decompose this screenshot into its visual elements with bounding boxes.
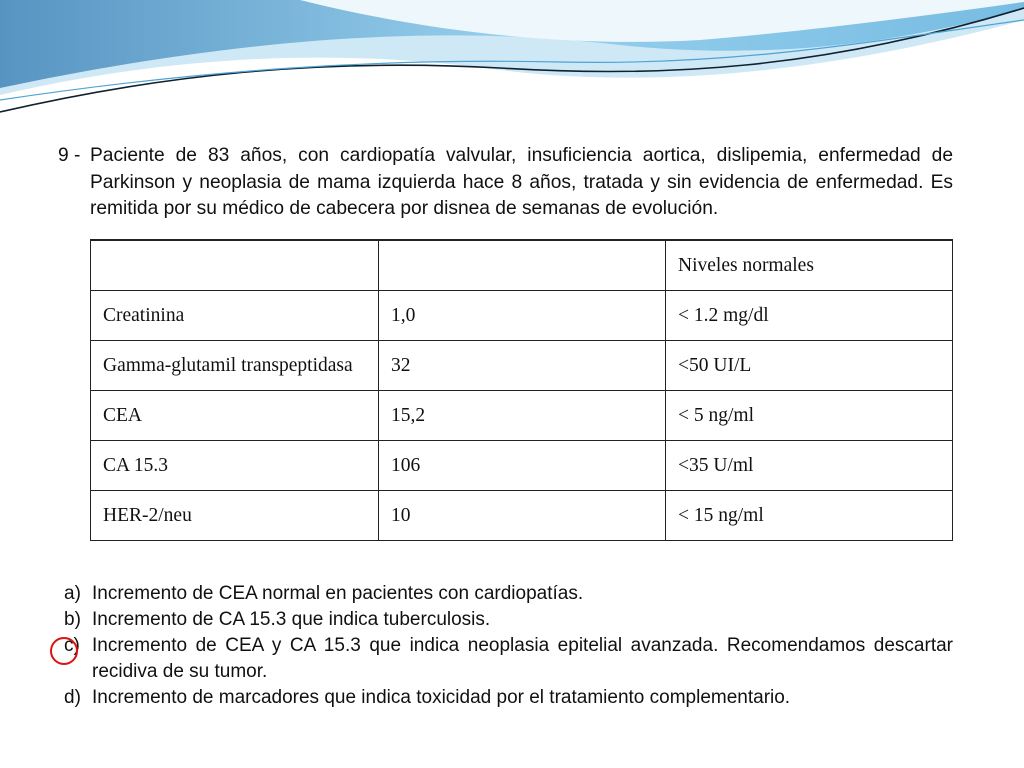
- normal-range-cell: < 1.2 mg/dl: [666, 291, 953, 341]
- test-value-cell: 15,2: [379, 391, 666, 441]
- question-number: 9 -: [58, 145, 81, 166]
- option-text: Incremento de marcadores que indica toxicidad por el tratamiento complementario.: [92, 687, 791, 708]
- table-row: [91, 341, 953, 391]
- option-letter: d): [64, 687, 81, 708]
- table-header-row: [91, 240, 953, 291]
- table-row: [91, 491, 953, 541]
- normal-range-cell: < 15 ng/ml: [666, 491, 953, 541]
- test-name-cell: HER-2/neu: [91, 491, 379, 541]
- option-a[interactable]: [64, 581, 953, 607]
- option-d[interactable]: [64, 685, 953, 711]
- test-name-cell: Creatinina: [91, 291, 379, 341]
- option-text: Incremento de CEA normal en pacientes con cardiopatías.: [92, 583, 584, 604]
- lab-results-table: [90, 239, 953, 541]
- option-letter: b): [64, 609, 81, 630]
- test-value-cell: 106: [379, 441, 666, 491]
- table-header-cell: [379, 240, 666, 291]
- normal-range-cell: <50 UI/L: [666, 341, 953, 391]
- selected-answer-circle-icon: [50, 637, 78, 665]
- option-letter: c): [64, 635, 80, 656]
- table-row: [91, 291, 953, 341]
- test-name-cell: Gamma-glutamil transpeptidasa: [91, 341, 379, 391]
- table-row: [91, 391, 953, 441]
- table-row: [91, 441, 953, 491]
- table-header-cell: [91, 240, 379, 291]
- test-value-cell: 10: [379, 491, 666, 541]
- option-letter: a): [64, 583, 81, 604]
- option-b[interactable]: [64, 607, 953, 633]
- test-value-cell: 32: [379, 341, 666, 391]
- question-block: [58, 143, 953, 223]
- test-name-cell: CA 15.3: [91, 441, 379, 491]
- question-text: Paciente de 83 años, con cardiopatía valvular, insuficiencia aortica, dislipemia, enfermedad de Parkinson y neoplasia de mama izquierda hace 8 años, tratada y sin evidencia de enfermedad. Es remitida por su médico de cabecera por disnea de semanas de evolución.: [90, 145, 953, 219]
- normal-range-cell: <35 U/ml: [666, 441, 953, 491]
- option-text: Incremento de CEA y CA 15.3 que indica neoplasia epitelial avanzada. Recomendamos descartar recidiva de su tumor.: [92, 635, 953, 682]
- test-value-cell: 1,0: [379, 291, 666, 341]
- test-name-cell: CEA: [91, 391, 379, 441]
- answer-options: [64, 581, 953, 711]
- normal-range-cell: < 5 ng/ml: [666, 391, 953, 441]
- option-c[interactable]: [64, 633, 953, 685]
- option-text: Incremento de CA 15.3 que indica tuberculosis.: [92, 609, 491, 630]
- table-header-cell: Niveles normales: [666, 240, 953, 291]
